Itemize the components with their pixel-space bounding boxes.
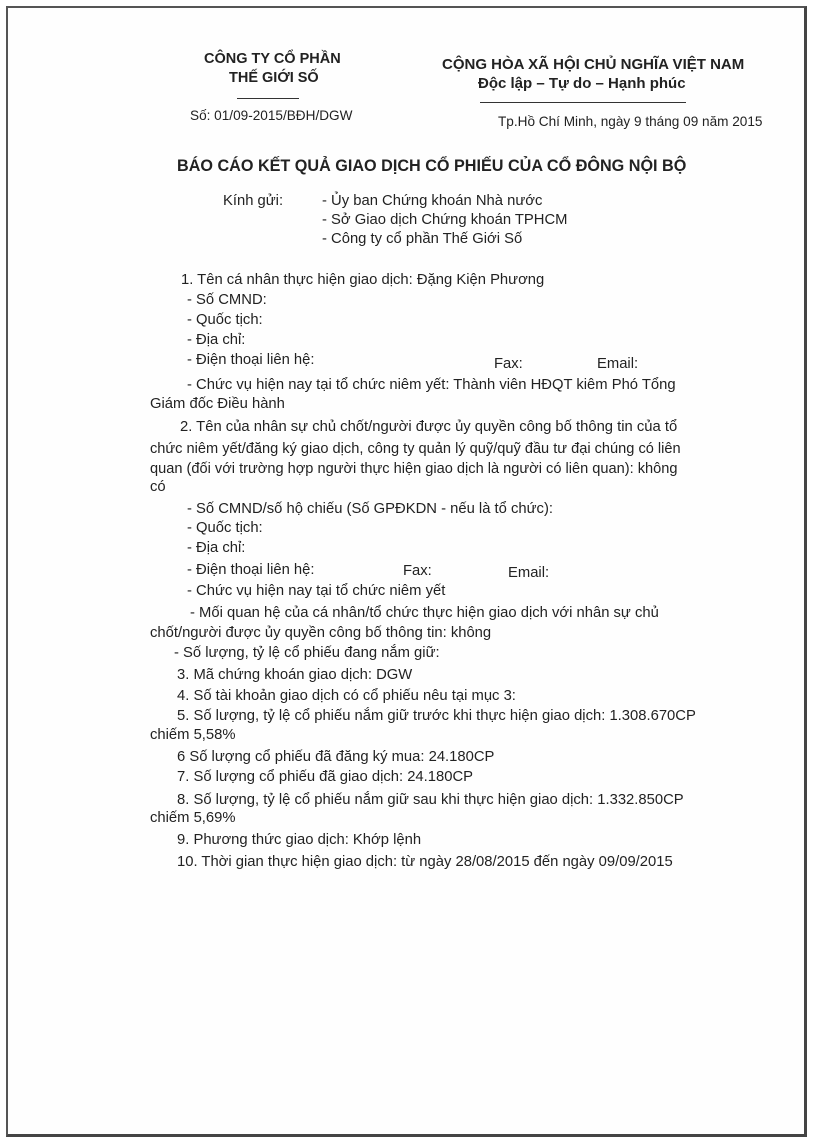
- body-line: - Số lượng, tỷ lệ cổ phiếu đang nắm giữ:: [174, 645, 440, 661]
- body-line: Giám đốc Điều hành: [150, 396, 285, 412]
- body-line: có: [150, 479, 166, 495]
- body-line: chiếm 5,69%: [150, 810, 236, 826]
- place-date: Tp.Hồ Chí Minh, ngày 9 tháng 09 năm 2015: [498, 114, 763, 129]
- recipient-item: - Sở Giao dịch Chứng khoán TPHCM: [322, 212, 568, 228]
- body-line: chức niêm yết/đăng ký giao dịch, công ty quản lý quỹ/quỹ đầu tư đại chúng có liên: [150, 441, 681, 457]
- body-line: 5. Số lượng, tỷ lệ cổ phiếu nắm giữ trước khi thực hiện giao dịch: 1.308.670CP: [177, 708, 696, 724]
- body-line: Email:: [597, 356, 639, 372]
- company-name: CÔNG TY CỔ PHẦN: [204, 51, 341, 67]
- body-line: 7. Số lượng cổ phiếu đã giao dịch: 24.180CP: [177, 769, 474, 785]
- body-line: - Chức vụ hiện nay tại tổ chức niêm yết: Thành viên HĐQT kiêm Phó Tổng: [187, 377, 676, 393]
- body-line: - Số CMND:: [187, 292, 267, 308]
- body-line: 4. Số tài khoản giao dịch có cổ phiếu nêu tại mục 3:: [177, 688, 516, 704]
- company-name-line2: THẾ GIỚI SỐ: [229, 70, 319, 86]
- body-line: 6 Số lượng cổ phiếu đã đăng ký mua: 24.180CP: [177, 749, 495, 765]
- body-line: 3. Mã chứng khoán giao dịch: DGW: [177, 667, 413, 683]
- body-line: 2. Tên của nhân sự chủ chốt/người được ủy quyền công bố thông tin của tổ: [180, 419, 678, 435]
- report-title: BÁO CÁO KẾT QUẢ GIAO DỊCH CỔ PHIẾU CỦA CỔ ĐÔNG NỘI BỘ: [177, 157, 687, 175]
- recipients-label: Kính gửi:: [223, 193, 284, 209]
- country-name: CỘNG HÒA XÃ HỘI CHỦ NGHĨA VIỆT NAM: [442, 56, 745, 73]
- motto-underline: [480, 102, 686, 103]
- body-line: Email:: [508, 565, 550, 581]
- body-line: quan (đối với trường hợp người thực hiện giao dịch là người có liên quan): không: [150, 461, 678, 477]
- body-line: - Điện thoại liên hệ:: [187, 562, 315, 578]
- body-line: - Quốc tịch:: [187, 520, 263, 536]
- body-line: 10. Thời gian thực hiện giao dịch: từ ngày 28/08/2015 đến ngày 09/09/2015: [177, 854, 673, 870]
- body-line: - Quốc tịch:: [187, 312, 263, 328]
- body-line: - Địa chỉ:: [187, 540, 246, 556]
- body-line: 1. Tên cá nhân thực hiện giao dịch: Đặng Kiện Phương: [181, 272, 545, 288]
- body-line: 9. Phương thức giao dịch: Khớp lệnh: [177, 832, 422, 848]
- body-line: - Chức vụ hiện nay tại tổ chức niêm yết: [187, 583, 446, 599]
- body-line: chiếm 5,58%: [150, 727, 236, 743]
- company-underline: [237, 98, 299, 99]
- recipient-item: - Công ty cổ phần Thế Giới Số: [322, 231, 523, 247]
- body-line: - Điện thoại liên hệ:: [187, 352, 315, 368]
- body-line: - Mối quan hệ của cá nhân/tổ chức thực hiện giao dịch với nhân sự chủ: [190, 605, 659, 621]
- body-line: 8. Số lượng, tỷ lệ cổ phiếu nắm giữ sau khi thực hiện giao dịch: 1.332.850CP: [177, 792, 684, 808]
- document-number: Số: 01/09-2015/BĐH/DGW: [190, 108, 353, 123]
- body-line: Fax:: [403, 563, 432, 579]
- body-line: Fax:: [494, 356, 523, 372]
- body-line: - Số CMND/số hộ chiếu (Số GPĐKDN - nếu là tổ chức):: [187, 501, 553, 517]
- body-line: chốt/người được ủy quyền công bố thông tin: không: [150, 625, 492, 641]
- body-line: - Địa chỉ:: [187, 332, 246, 348]
- recipient-item: - Ủy ban Chứng khoán Nhà nước: [322, 193, 543, 209]
- national-motto: Độc lập – Tự do – Hạnh phúc: [478, 75, 686, 92]
